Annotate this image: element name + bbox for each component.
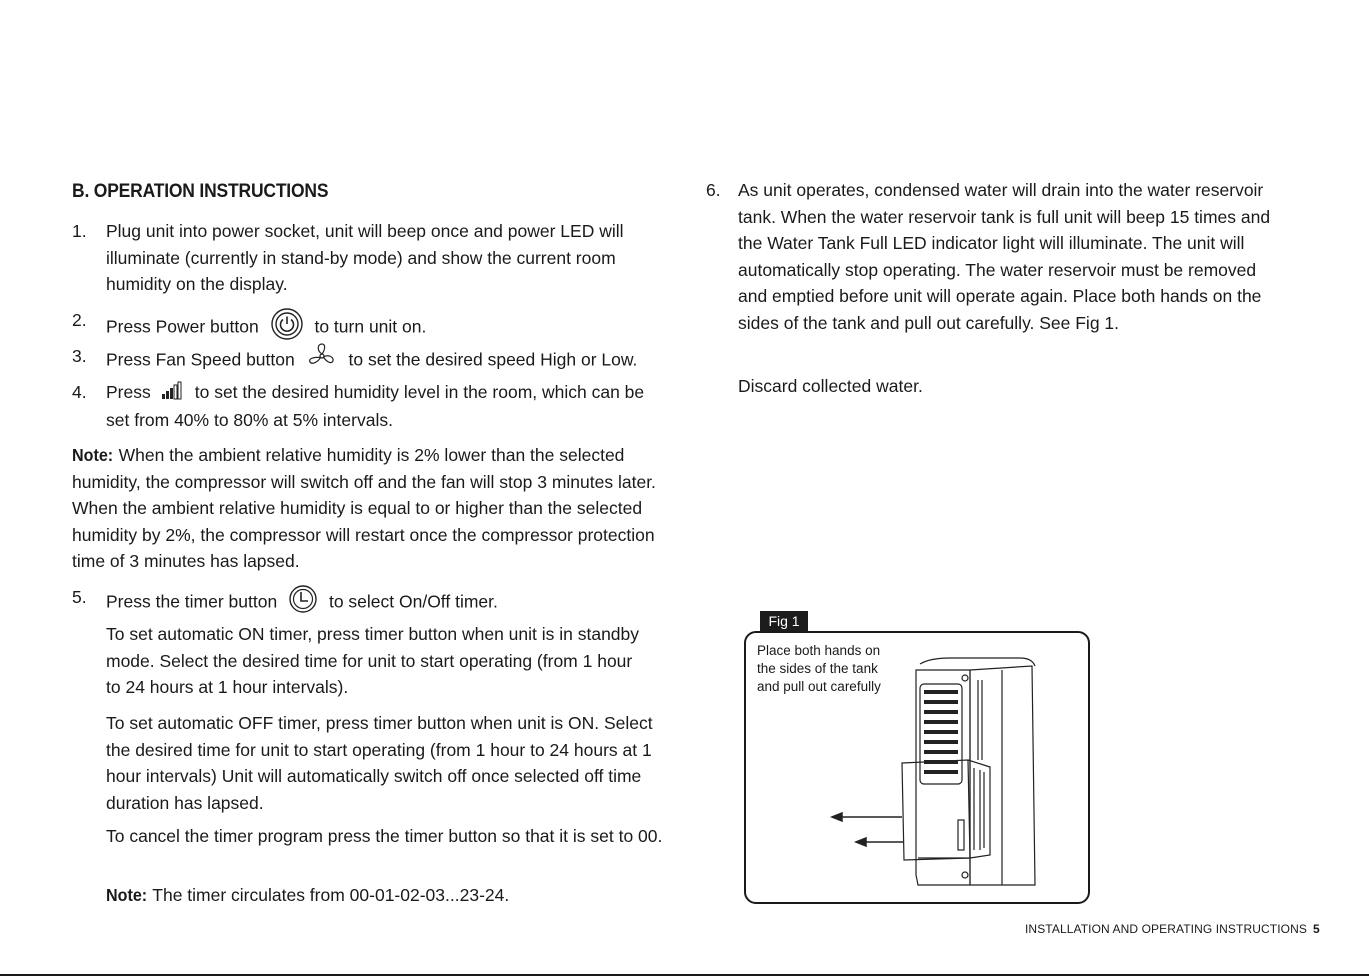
step-text-post: to set the desired speed High or Low. [348,349,638,370]
dehumidifier-illustration [820,650,1050,905]
figure-tag: Fig 1 [760,611,808,632]
step-text [106,379,666,434]
step-number: 6. [706,180,721,200]
step-text-post: to set the desired humidity level in the room, which can be set from 40% to 80% at 5% intervals. [106,382,645,431]
discard-text: Discard collected water. [738,376,923,396]
step-number: 2. [72,310,87,330]
step-text-post: to turn unit on. [314,316,427,337]
timer-note-paragraph [106,882,666,909]
step-6 [706,177,1286,336]
step-text-pre: Press [106,382,151,402]
step-number: 4. [72,382,87,402]
step-text: Plug unit into power socket, unit will beep once and power LED will illuminate (currently in stand-by mode) and show the current room humidity on the display. [106,221,624,294]
timer-clock-icon [288,584,318,622]
step-3 [72,343,672,379]
note-label: Note: [72,445,114,465]
footer [1025,922,1320,936]
bottom-rule [0,974,1369,976]
timer-off-paragraph: To set automatic OFF timer, press timer button when unit is ON. Select the desired time for unit to start operating (from 1 hour to 24 hours at 1 hour intervals) Unit will automatically switch off once selected off time duration has lapsed. [106,713,653,813]
timer-on-paragraph: To set automatic ON timer, press timer button when unit is in standby mode. Select the desired time for unit to start operating (from 1 hour to 24 hours at 1 hour intervals). [106,624,640,697]
step-1 [72,218,672,298]
step-text-post: to select On/Off timer. [328,591,498,612]
step-text-pre: Press the timer button [106,591,278,612]
note-text: The timer circulates from 00-01-02-03...23-24. [152,885,510,905]
step-number: 1. [72,221,87,241]
fan-icon [306,343,338,379]
note-label: Note: [106,885,148,905]
footer-title: INSTALLATION AND OPERATING INSTRUCTIONS [1025,922,1307,936]
figure-caption: Place both hands on the sides of the tank and pull out carefully [757,643,881,694]
page-number: 5 [1312,922,1320,936]
step-text: As unit operates, condensed water will drain into the water reservoir tank. When the water reservoir tank is full unit will beep 15 times and the Water Tank Full LED indicator light will illuminate. The unit will automatically stop operating. The water reservoir must be removed and emptied before unit will operate again. Place both hands on the sides of the tank and pull out carefully. See Fig 1. [738,180,1271,333]
note-paragraph [72,442,664,575]
step-text-pre: Press Power button [106,316,259,337]
note-text: When the ambient relative humidity is 2% lower than the selected humidity, the compressor will switch off and the fan will stop 3 minutes later. When the ambient relative humidity is equal to or higher than the selected humidity by 2%, the compressor will restart once the compressor protection time of 3 minutes has lapsed. [72,445,656,571]
step-number: 3. [72,346,87,366]
step-5 [72,584,672,622]
timer-cancel-paragraph: To cancel the timer program press the timer button so that it is set to 00. [106,826,663,846]
step-text [106,584,672,622]
step-text [106,343,672,379]
humidity-level-icon [161,380,185,408]
step-4 [72,379,672,434]
step-number: 5. [72,587,87,607]
section-title: B. OPERATION INSTRUCTIONS [72,181,329,202]
step-text-pre: Press Fan Speed button [106,349,295,370]
